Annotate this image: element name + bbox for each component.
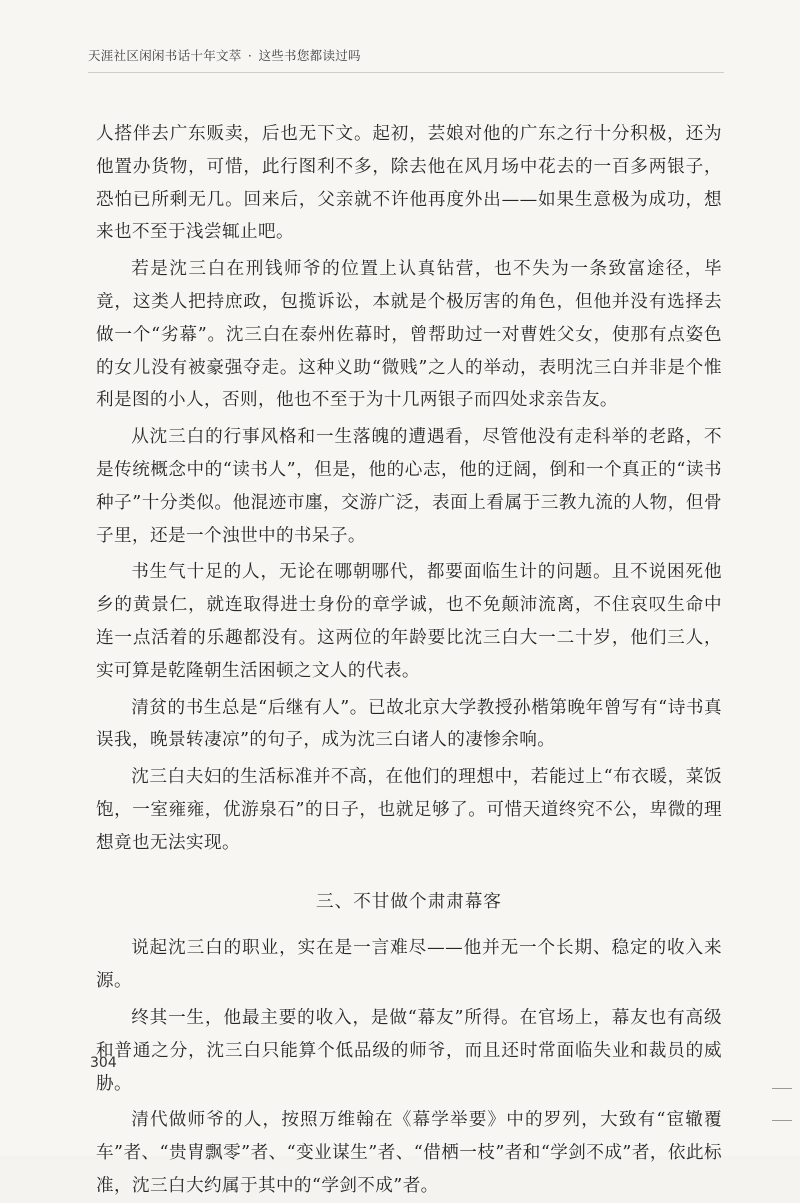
paragraph-continued: 人搭伴去广东贩卖，后也无下文。起初，芸娘对他的广东之行十分积极，还为他置办货物，可惜，此行图利不多，除去他在风月场中花去的一百多两银子，恐怕已所剩无几。回来后，父亲就不许他再度外出——如果生意极为成功，想来也不至于浅尝辄止吧。: [96, 124, 722, 243]
section-heading: 三、不甘做个肃肃幕客: [316, 891, 502, 912]
edge-mark: [772, 1088, 792, 1089]
paragraph: 沈三白夫妇的生活标准并不高，在他们的理想中，若能过上“布衣暖，菜饭饱，一室雍雍，优游泉石”的日子，也就足够了。可惜天道终究不公，卑微的理想竟也无法实现。: [96, 767, 722, 853]
paragraph: 清代做师爷的人，按照万维翰在《幕学举要》中的罗列，大致有“宦辙覆车”者、“贵胄飘零”者、“变业谋生”者、“借栖一枝”者和“学剑不成”者，依此标准，沈三白大约属于其中的“学剑不成”者。: [96, 1110, 722, 1196]
edge-mark: [772, 1120, 792, 1121]
paragraph: 从沈三白的行事风格和一生落魄的遭遇看，尽管他没有走科举的老路，不是传统概念中的“读书人”，但是，他的心志，他的迂阔，倒和一个真正的“读书种子”十分类似。他混迹市廛，交游广泛，表面上看属于三教九流的人物，但骨子里，还是一个浊世中的书呆子。: [96, 427, 722, 546]
paragraph: 书生气十足的人，无论在哪朝哪代，都要面临生计的问题。且不说困死他乡的黄景仁，就连取得进士身份的章学诚，也不免颠沛流离，不住哀叹生命中连一点活着的乐趣都没有。这两位的年龄要比沈三白大一二十岁，他们三人，实可算是乾隆朝生活困顿之文人的代表。: [96, 562, 722, 681]
running-header: [88, 46, 361, 64]
chapter-title: 这些书您都读过吗: [258, 48, 361, 63]
paragraph: 说起沈三白的职业，实在是一言难尽——他并无一个长期、稳定的收入来源。: [96, 938, 722, 992]
paragraph: 终其一生，他最主要的收入，是做“幕友”所得。在官场上，幕友也有高级和普通之分，沈三白只能算个低品级的师爷，而且还时常面临失业和裁员的威胁。: [96, 1007, 722, 1094]
book-title: 天涯社区闲闲书话十年文萃: [88, 48, 242, 63]
paragraph: 若是沈三白在刑钱师爷的位置上认真钻营，也不失为一条致富途径，毕竟，这类人把持庶政，包揽诉讼，本就是个极厉害的角色，但他并没有选择去做一个“劣幕”。沈三白在泰州佐幕时，曾帮助过一对曹姓父女，使那有点姿色的女儿没有被豪强夺走。这种义助“微贱”之人的举动，表明沈三白并非是个惟利是图的小人，否则，他也不至于为十几两银子而四处求亲告友。: [96, 259, 722, 411]
header-separator: ·: [247, 48, 253, 63]
paragraph: 清贫的书生总是“后继有人”。已故北京大学教授孙楷第晚年曾写有“诗书真误我，晚景转凄凉”的句子，成为沈三白诸人的凄惨余响。: [96, 697, 722, 751]
page-body: [96, 118, 722, 1203]
header-rule: [88, 72, 724, 73]
page-number: 304: [90, 1055, 117, 1071]
